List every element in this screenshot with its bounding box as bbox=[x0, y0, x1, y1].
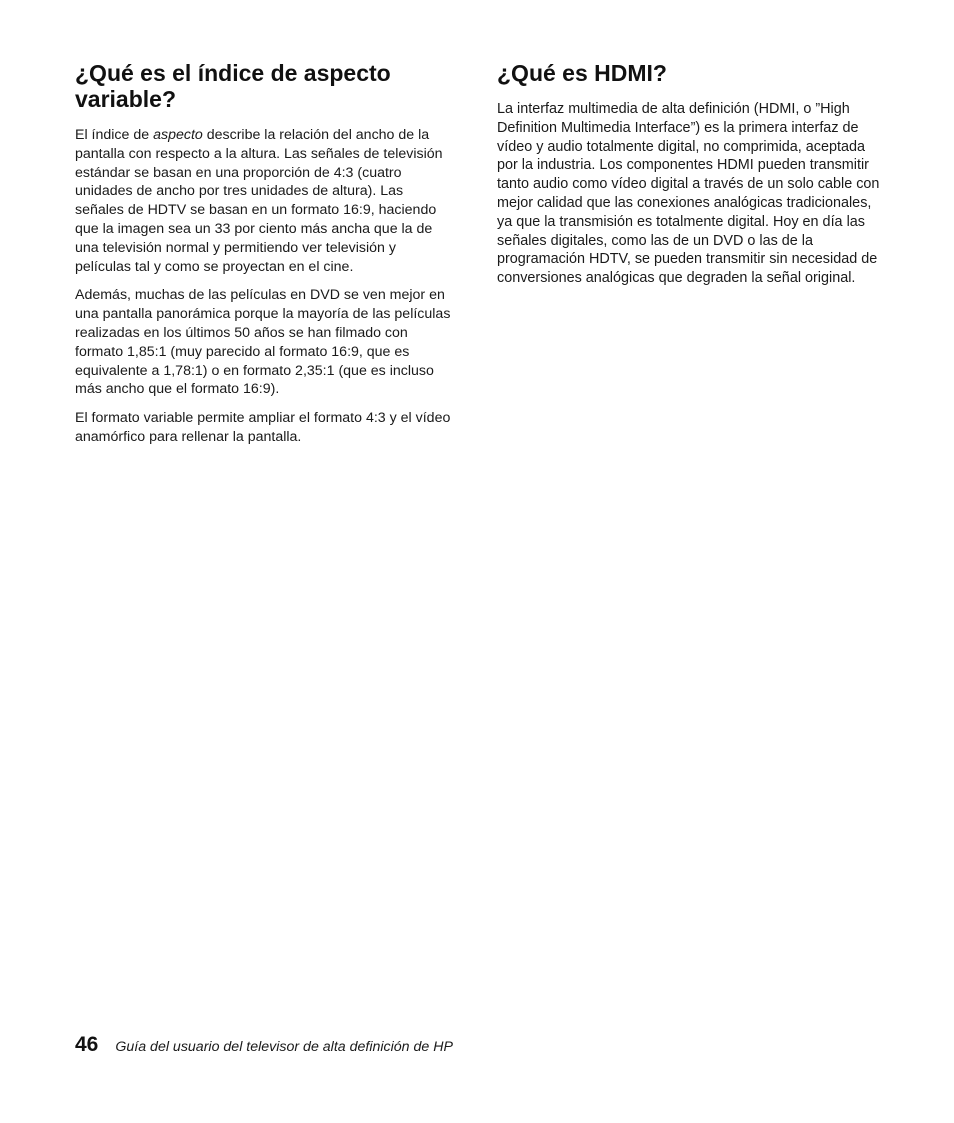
page-footer bbox=[75, 1033, 453, 1057]
aspect-ratio-paragraph-1 bbox=[75, 126, 455, 276]
aspect-ratio-p1-after: describe la relación del ancho de la pantalla con respecto a la altura. Las señales de televisión estándar se basan en una proporción de 4:3 (cuatro unidades de ancho por tres unidades de altura). Las señales de HDTV se basan en un formato 16:9, haciendo que la imagen sea un 33 por ciento más ancha que la de una televisión normal y permitiendo ver televisión y películas tal y como se proyectan en el cine. bbox=[75, 127, 443, 275]
aspect-ratio-paragraph-3: El formato variable permite ampliar el formato 4:3 y el vídeo anamórfico para rellenar la pantalla. bbox=[75, 410, 451, 445]
right-column bbox=[497, 60, 882, 298]
hdmi-paragraph: La interfaz multimedia de alta definición (HDMI, o ”High Definition Multimedia Interface”) es la primera interfaz de vídeo y audio totalmente digital, no comprimida, aceptada por la industria. Los componentes HDMI pueden transmitir tanto audio como vídeo digital a través de un solo cable con mejor calidad que las conexiones analógicas tradicionales, ya que la transmisión es totalmente digital. Hoy en día las señales digitales, como las de un DVD o las de la programación HDTV, se pueden transmitir sin necesidad de conversiones analógicas que degraden la señal original. bbox=[497, 101, 880, 287]
aspect-ratio-paragraph-2: Además, muchas de las películas en DVD se ven mejor en una pantalla panorámica porque la mayoría de las películas realizadas en los últimos 50 años se han filmado con formato 1,85:1 (muy parecido al formato 16:9, que es equivalente a 1,78:1) o en formato 2,35:1 (que es incluso más ancho que el formato 16:9). bbox=[75, 287, 451, 398]
footer-title: Guía del usuario del televisor de alta definición de HP bbox=[115, 1039, 453, 1055]
page-number: 46 bbox=[75, 1033, 99, 1056]
aspect-ratio-p1-before: El índice de bbox=[75, 127, 154, 143]
left-column bbox=[75, 60, 455, 457]
hdmi-heading: ¿Qué es HDMI? bbox=[497, 60, 667, 86]
aspect-ratio-p1-emphasis: aspecto bbox=[153, 127, 203, 143]
aspect-ratio-heading: ¿Qué es el índice de aspecto variable? bbox=[75, 60, 391, 112]
